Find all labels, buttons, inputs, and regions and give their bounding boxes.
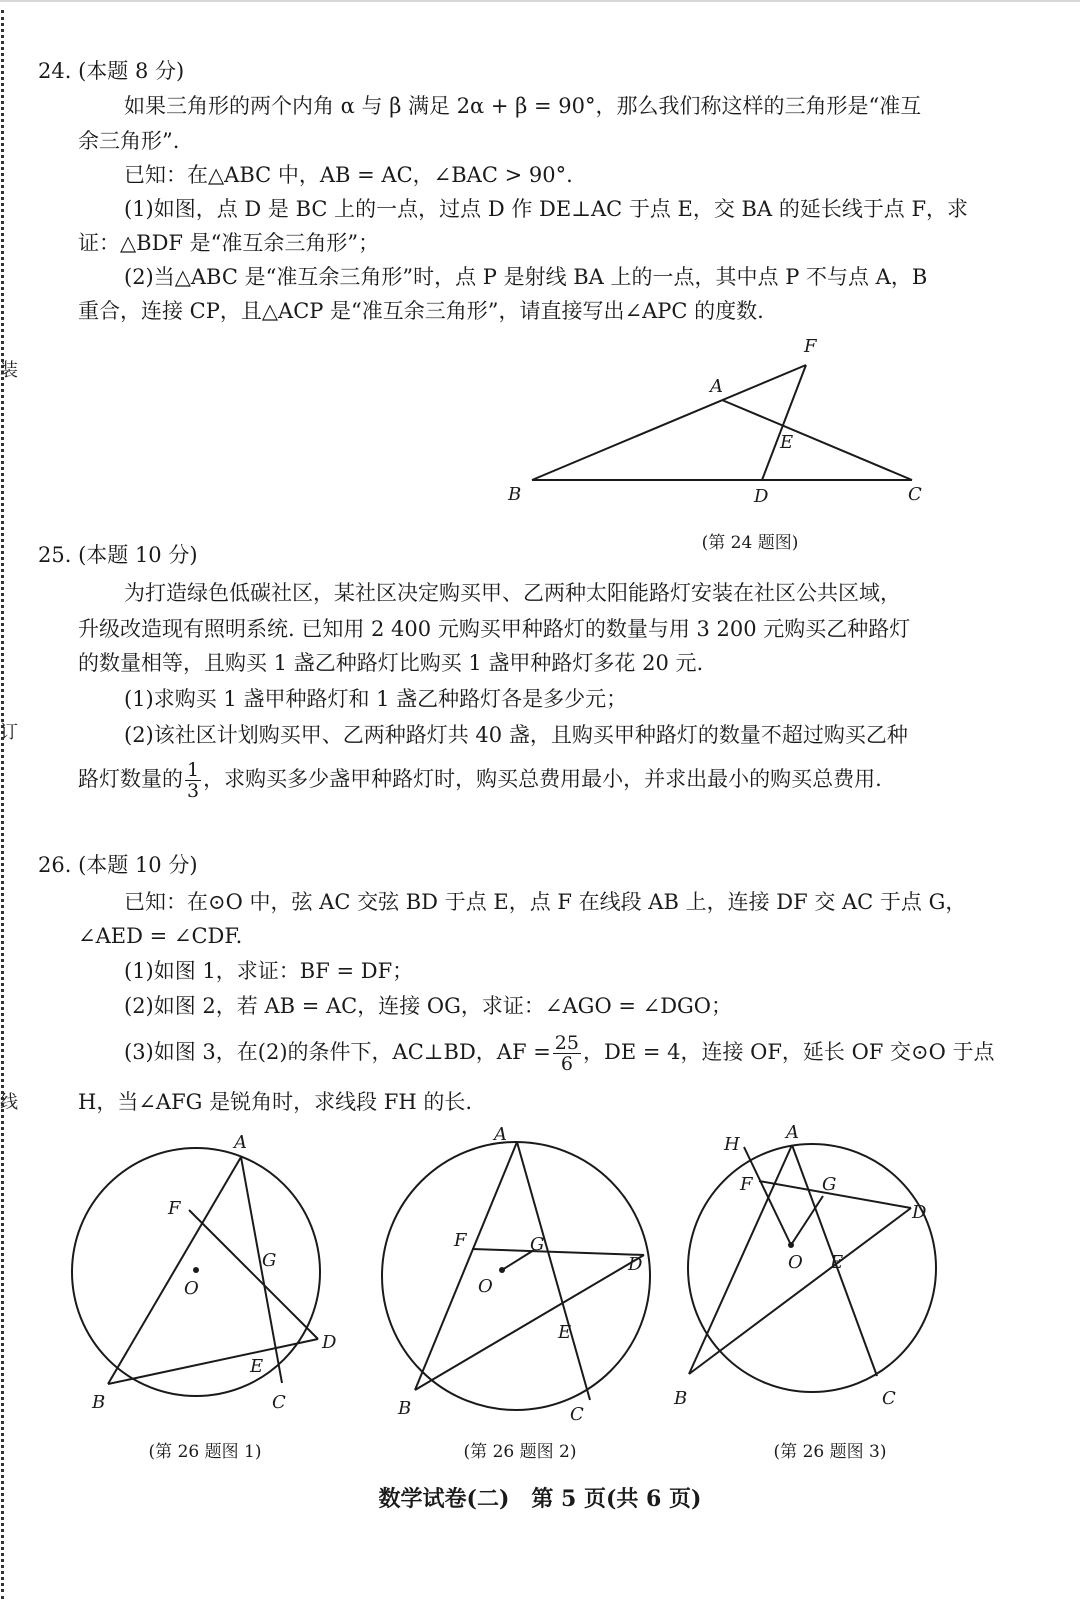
binding-mark-1: 装 [0, 360, 18, 381]
fraction-denominator: 3 [187, 780, 200, 802]
fraction-numerator: 1 [187, 759, 200, 781]
label-d: D [628, 1254, 643, 1275]
label-a: A [710, 376, 723, 397]
chord-ab [415, 1142, 517, 1390]
q24-line1: 如果三角形的两个内角 α 与 β 满足 2α + β = 90°，那么我们称这样的三角形是“准互 [124, 94, 922, 118]
q25-line3: 的数量相等，且购买 1 盏乙种路灯比购买 1 盏甲种路灯多花 20 元. [78, 651, 704, 675]
label-b: B [674, 1388, 688, 1409]
label-e: E [250, 1356, 264, 1377]
label-e: E [830, 1252, 844, 1273]
chord-ac [517, 1142, 590, 1400]
label-f: F [454, 1230, 467, 1251]
label-d: D [754, 486, 769, 507]
label-h: H [724, 1134, 740, 1155]
q25-heading: 25. (本题 10 分) [38, 543, 198, 567]
center-point-o [499, 1267, 505, 1273]
q24-line6: (2)当△ABC 是“准互余三角形”时，点 P 是射线 BA 上的一点，其中点 P 不与点 A，B [124, 265, 928, 289]
label-b: B [92, 1392, 106, 1413]
label-e: E [558, 1322, 572, 1343]
q26-line2: ∠AED = ∠CDF. [78, 924, 243, 948]
label-g: G [822, 1174, 837, 1195]
q25-line5: (2)该社区计划购买甲、乙两种路灯共 40 盏，且购买甲种路灯的数量不超过购买乙种 [124, 723, 908, 747]
q26-figure-1 [50, 1128, 350, 1428]
label-d: D [322, 1332, 337, 1353]
q26-heading: 26. (本题 10 分) [38, 853, 198, 877]
q25-line4: (1)求购买 1 盏甲种路灯和 1 盏乙种路灯各是多少元； [124, 687, 628, 711]
chord-bd [108, 1339, 318, 1384]
fraction-numerator: 25 [554, 1032, 579, 1054]
line-bf [532, 365, 806, 480]
circle-o [688, 1144, 936, 1392]
chord-bd [415, 1255, 644, 1390]
label-c: C [570, 1404, 584, 1425]
q24-line7: 重合，连接 CP，且△ACP 是“准互余三角形”，请直接写出∠APC 的度数. [78, 299, 764, 323]
segment-og [791, 1196, 823, 1245]
page-top-edge [0, 0, 1080, 2]
label-f: F [804, 336, 817, 357]
label-f: F [168, 1198, 181, 1219]
q26-figure-2-caption: (第 26 题图 2) [463, 1442, 577, 1462]
q26-line6: H，当∠AFG 是锐角时，求线段 FH 的长. [78, 1090, 473, 1114]
q26-figure-3-caption: (第 26 题图 3) [773, 1442, 887, 1462]
label-g: G [530, 1234, 545, 1255]
label-c: C [882, 1388, 896, 1409]
label-c: C [272, 1392, 286, 1413]
center-point-o [788, 1242, 794, 1248]
label-o: O [478, 1276, 493, 1297]
fraction-denominator: 6 [560, 1053, 573, 1075]
q25-line6 [78, 757, 882, 801]
q24-line3: 已知：在△ABC 中，AB = AC，∠BAC > 90°. [124, 163, 573, 187]
label-a: A [494, 1124, 507, 1145]
q26-line5-text-pre: (3)如图 3，在(2)的条件下，AC⊥BD，AF = [124, 1040, 551, 1064]
label-o: O [184, 1278, 199, 1299]
q25-line2: 升级改造现有照明系统. 已知用 2 400 元购买甲种路灯的数量与用 3 200 元购买乙种路灯 [78, 617, 911, 641]
q24-figure [500, 336, 960, 520]
q26-figure-3 [670, 1122, 970, 1428]
q25-line6-text-pre: 路灯数量的 [78, 767, 183, 791]
binding-mark-3: 线 [0, 1092, 18, 1113]
line-ac [722, 400, 912, 480]
q24-line4: (1)如图，点 D 是 BC 上的一点，过点 D 作 DE⊥AC 于点 E，交 BA 的延长线于点 F，求 [124, 197, 969, 221]
fraction-one-third [185, 760, 201, 801]
q24-line2: 余三角形”. [78, 129, 180, 153]
q26-figure-2 [360, 1124, 660, 1428]
q26-line1: 已知：在⊙O 中，弦 AC 交弦 BD 于点 E，点 F 在线段 AB 上，连接 DF 交 AC 于点 G， [124, 890, 967, 914]
q26-figure-1-caption: (第 26 题图 1) [148, 1442, 262, 1462]
q26-line5 [124, 1030, 995, 1074]
fraction-25-over-6 [553, 1033, 581, 1074]
line-fd [762, 365, 806, 480]
q26-line4: (2)如图 2，若 AB = AC，连接 OG，求证：∠AGO = ∠DGO； [124, 994, 733, 1018]
q26-line3: (1)如图 1，求证：BF = DF； [124, 959, 414, 983]
label-d: D [912, 1202, 927, 1223]
page-footer: 数学试卷(二) 第 5 页(共 6 页) [378, 1486, 702, 1512]
q25-line6-text-post: ，求购买多少盏甲种路灯时，购买总费用最小，并求出最小的购买总费用. [203, 767, 882, 791]
q26-line5-text-post: ，DE = 4，连接 OF，延长 OF 交⊙O 于点 [582, 1040, 995, 1064]
binding-dotted-line [1, 10, 4, 1599]
chord-ab [108, 1157, 241, 1384]
label-c: C [908, 484, 922, 505]
q24-line5: 证：△BDF 是“准互余三角形”； [78, 231, 380, 255]
label-e: E [780, 432, 794, 453]
label-b: B [508, 484, 522, 505]
label-a: A [786, 1122, 799, 1143]
q24-figure-caption: (第 24 题图) [701, 533, 799, 553]
center-point-o [193, 1267, 199, 1273]
segment-fd [472, 1249, 644, 1255]
label-f: F [740, 1174, 753, 1195]
label-b: B [398, 1398, 412, 1419]
label-a: A [234, 1132, 247, 1153]
q25-line1: 为打造绿色低碳社区，某社区决定购买甲、乙两种太阳能路灯安装在社区公共区域， [124, 581, 901, 605]
q24-heading: 24. (本题 8 分) [38, 59, 185, 83]
label-o: O [788, 1252, 803, 1273]
label-g: G [262, 1250, 277, 1271]
binding-mark-2: 订 [0, 722, 18, 743]
